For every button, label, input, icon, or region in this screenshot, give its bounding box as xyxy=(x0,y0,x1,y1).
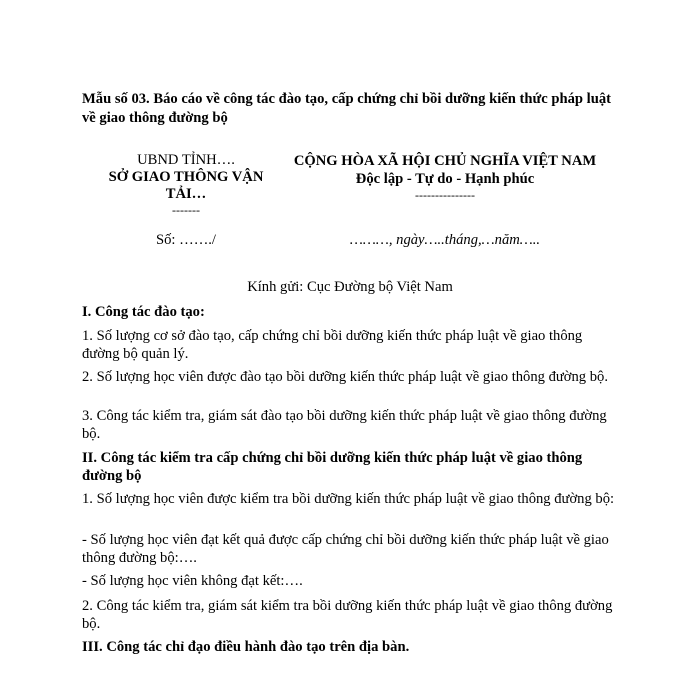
national-motto: Độc lập - Tự do - Hạnh phúc xyxy=(355,171,535,187)
motto-separator: --------------- xyxy=(415,188,475,202)
document-title: Mẫu số 03. Báo cáo về công tác đào tạo, cấp chứng chỉ bồi dưỡng kiến thức pháp luật về giao thông đường bộ xyxy=(82,91,611,126)
section-item: 1. Số lượng cơ sở đào tạo, cấp chứng chỉ bồi dưỡng kiến thức pháp luật về giao thông đường bộ quản lý. xyxy=(82,328,583,362)
department-name: SỞ GIAO THÔNG VẬN TẢI… xyxy=(108,169,264,202)
province-committee-label: UBND TỈNH…. xyxy=(137,152,235,168)
section-heading: III. Công tác chỉ đạo điều hành đào tạo trên địa bàn. xyxy=(82,639,410,655)
section-heading: I. Công tác đào tạo: xyxy=(82,304,205,320)
section-item: 1. Số lượng học viên được kiểm tra bồi dưỡng kiến thức pháp luật về giao thông đường bộ: xyxy=(82,491,615,507)
section-heading: II. Công tác kiểm tra cấp chứng chỉ bồi dưỡng kiến thức pháp luật về giao thông đường bộ xyxy=(82,450,583,484)
section-item: - Số lượng học viên không đạt kết:…. xyxy=(82,573,303,589)
national-motto-block xyxy=(280,152,610,202)
place-date-line: ………, ngày…..tháng,…năm….. xyxy=(349,232,541,248)
authority-separator: ------- xyxy=(172,203,200,217)
issuing-authority-block xyxy=(96,152,276,217)
section-item: 2. Số lượng học viên được đào tạo bồi dưỡng kiến thức pháp luật về giao thông đường bộ. xyxy=(82,369,608,385)
country-name: CỘNG HÒA XÃ HỘI CHỦ NGHĨA VIỆT NAM xyxy=(293,153,597,169)
document-number: Số: ……./ xyxy=(155,232,216,248)
section-item: - Số lượng học viên đạt kết quả được cấp chứng chỉ bồi dưỡng kiến thức pháp luật về giao thông đường bộ:…. xyxy=(82,532,609,566)
section-item: 2. Công tác kiểm tra, giám sát kiểm tra bồi dưỡng kiến thức pháp luật về giao thông đường bộ. xyxy=(82,598,613,632)
section-item: 3. Công tác kiểm tra, giám sát đào tạo bồi dưỡng kiến thức pháp luật về giao thông đường bộ. xyxy=(82,408,607,442)
recipient-line: Kính gửi: Cục Đường bộ Việt Nam xyxy=(247,279,453,295)
